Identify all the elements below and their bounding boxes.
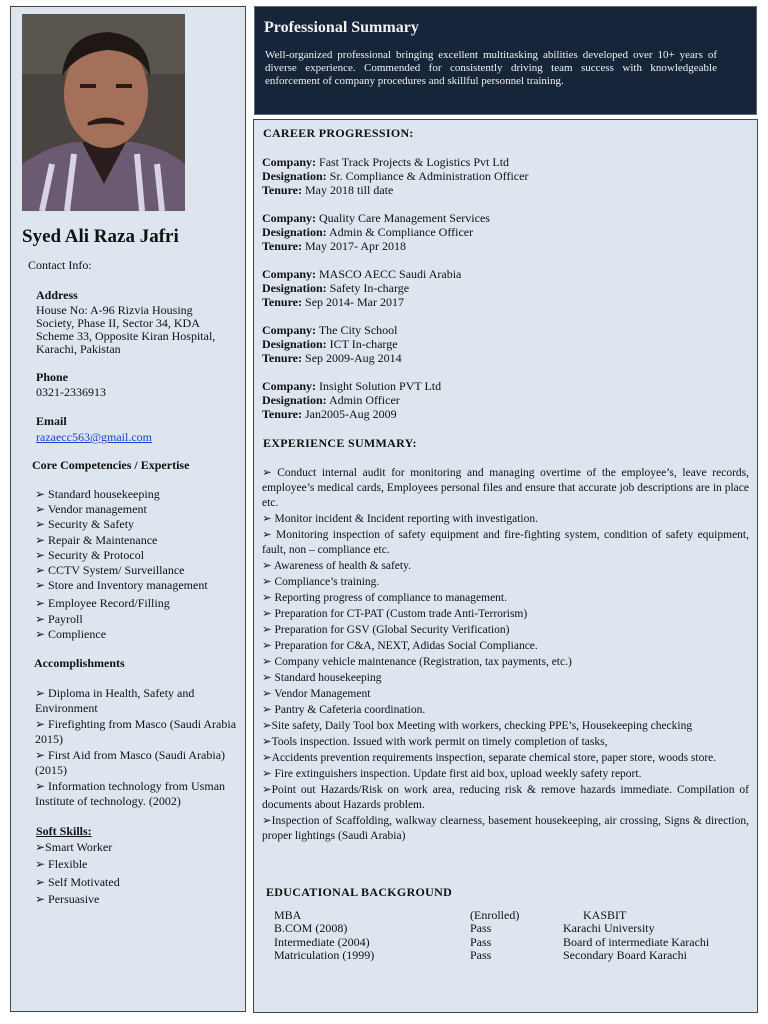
list-item: ➢ Repair & Maintenance — [35, 532, 158, 547]
job-entry — [262, 155, 528, 197]
tenure: Sep 2014- Mar 2017 — [305, 295, 405, 309]
degree: Intermediate (2004) — [274, 934, 370, 949]
list-item: ➢ Vendor management — [35, 502, 147, 517]
list-item: ➢ Persuasive — [35, 892, 100, 907]
tenure-label: Tenure: — [262, 183, 303, 197]
list-item: ➢ Employee Record/Filling — [35, 596, 170, 611]
professional-summary-box — [254, 6, 757, 115]
designation-label: Designation: — [262, 169, 327, 183]
company-label: Company: — [262, 323, 317, 337]
list-item: ➢Smart Worker — [35, 840, 113, 854]
tenure: May 2018 till date — [305, 183, 394, 197]
candidate-name: Syed Ali Raza Jafri — [22, 226, 179, 247]
address-line: House No: A-96 Rizvia Housing — [36, 303, 193, 317]
status: Pass — [470, 921, 492, 936]
list-item: ➢Tools inspection. Issued with work permit on timely completion of tasks, — [262, 736, 608, 748]
list-item: ➢ Conduct internal audit for monitoring and managing overtime of the employee’s, leave records, employee’s medical cards, Employees personal files and ensure that accurate job descriptions are in place etc. — [262, 467, 749, 509]
education-title: EDUCATIONAL BACKGROUND — [266, 885, 453, 899]
degree: Matriculation (1999) — [274, 948, 375, 963]
list-item: ➢ Pantry & Cafeteria coordination. — [262, 704, 426, 716]
list-item: ➢ Firefighting from Masco (Saudi Arabia 2015) — [35, 717, 237, 746]
phone-label: Phone — [36, 370, 69, 384]
address-line: Scheme 33, Opposite Kiran Hospital, — [36, 329, 216, 343]
list-item: ➢ Security & Protocol — [35, 547, 145, 562]
designation: Sr. Compliance & Administration Officer — [329, 169, 529, 183]
soft-skills-title: Soft Skills: — [36, 824, 92, 838]
status: Pass — [470, 948, 492, 963]
institute: KASBIT — [583, 908, 627, 922]
list-item: ➢Inspection of Scaffolding, walkway clearness, basement housekeeping, air crossing, Signs & direction, proper lightings (Saudi Arabia) — [262, 815, 749, 842]
list-item: ➢ Flexible — [35, 857, 88, 872]
summary-text: Well-organized professional bringing excellent multitasking abilities developed over 10+ years of diverse experience. Commended for consistently driving team success with knowledgeable enforcement of company procedures and skillful personnel training. — [265, 49, 717, 87]
address-line: Karachi, Pakistan — [36, 342, 121, 356]
company-label: Company: — [262, 379, 317, 393]
designation-label: Designation: — [262, 337, 327, 351]
contact-info-label: Contact Info: — [28, 258, 92, 272]
summary-title: Professional Summary — [264, 19, 419, 36]
career-title: CAREER PROGRESSION: — [263, 126, 414, 140]
table-row — [274, 909, 709, 922]
soft-skills-list — [35, 839, 120, 909]
list-item: ➢ Reporting progress of compliance to management. — [262, 592, 507, 604]
tenure: Jan2005-Aug 2009 — [305, 407, 397, 421]
designation: Admin & Compliance Officer — [329, 225, 474, 239]
list-item: ➢Accidents prevention requirements inspection, separate chemical store, paper store, woods store. — [262, 752, 717, 764]
designation-label: Designation: — [262, 393, 327, 407]
company-name: MASCO AECC Saudi Arabia — [319, 267, 462, 281]
table-row — [274, 922, 709, 935]
list-item: ➢ Security & Safety — [35, 517, 135, 532]
institute: Secondary Board Karachi — [563, 948, 687, 963]
address-line: Society, Phase II, Sector 34, KDA — [36, 316, 200, 330]
list-item: ➢ Preparation for C&A, NEXT, Adidas Social Compliance. — [262, 640, 538, 652]
designation-label: Designation: — [262, 225, 327, 239]
address-label: Address — [36, 288, 78, 302]
competencies-title: Core Competencies / Expertise — [32, 458, 190, 472]
email-link[interactable]: razaecc563@gmail.com — [36, 430, 152, 444]
experience-title: EXPERIENCE SUMMARY: — [263, 436, 417, 450]
tenure: May 2017- Apr 2018 — [305, 239, 407, 253]
tenure: Sep 2009-Aug 2014 — [305, 351, 402, 365]
institute: Karachi University — [563, 921, 655, 936]
list-item: ➢Point out Hazards/Risk on work area, reducing risk & remove hazards immediate. Compilation of documents about Hazards problem. — [262, 784, 749, 811]
list-item: ➢ Monitoring inspection of safety equipment and fire-fighting system, condition of safety equipment, fault, non – compliance etc. — [262, 529, 749, 556]
list-item: ➢ Compliance’s training. — [262, 576, 380, 588]
accomplishments-title: Accomplishments — [34, 656, 125, 670]
list-item: ➢ Store and Inventory management — [35, 578, 208, 593]
phone-number: 0321-2336913 — [36, 385, 106, 399]
company-name: Quality Care Management Services — [319, 211, 490, 225]
company-label: Company: — [262, 211, 317, 225]
accomplishments-list — [35, 686, 245, 810]
list-item: ➢ Payroll — [35, 611, 83, 626]
list-item: ➢ First Aid from Masco (Saudi Arabia) (2015) — [35, 748, 226, 777]
table-row — [274, 936, 709, 949]
institute: Board of intermediate Karachi — [563, 934, 710, 949]
tenure-label: Tenure: — [262, 295, 303, 309]
designation: ICT In-charge — [329, 337, 398, 351]
portrait-image — [22, 14, 185, 211]
competencies-list — [35, 487, 208, 642]
job-entry — [262, 323, 402, 365]
list-item: ➢ Fire extinguishers inspection. Update first aid box, upload weekly safety report. — [262, 768, 642, 780]
profile-photo — [22, 14, 185, 211]
company-label: Company: — [262, 267, 317, 281]
list-item: ➢ Self Motivated — [35, 874, 120, 889]
company-name: The City School — [318, 323, 398, 337]
list-item: ➢ Company vehicle maintenance (Registration, tax payments, etc.) — [262, 656, 572, 668]
designation-label: Designation: — [262, 281, 327, 295]
address-block — [36, 304, 215, 356]
left-sidebar — [10, 6, 246, 1012]
list-item: ➢ Complience — [35, 626, 107, 641]
list-item: ➢ Standard housekeeping — [262, 672, 382, 684]
list-item: ➢ Preparation for CT-PAT (Custom trade Anti-Terrorism) — [262, 608, 528, 620]
tenure-label: Tenure: — [262, 239, 303, 253]
main-content — [253, 119, 758, 1013]
company-name: Fast Track Projects & Logistics Pvt Ltd — [319, 155, 510, 169]
designation: Safety In-charge — [329, 281, 410, 295]
degree: B.COM (2008) — [274, 921, 348, 936]
email-label: Email — [36, 414, 67, 428]
status: Pass — [470, 934, 492, 949]
table-row — [274, 949, 709, 962]
job-entry — [262, 267, 461, 309]
company-name: Insight Solution PVT Ltd — [319, 379, 442, 393]
list-item: ➢ CCTV System/ Surveillance — [35, 562, 185, 577]
tenure-label: Tenure: — [262, 407, 303, 421]
list-item: ➢Site safety, Daily Tool box Meeting with workers, checking PPE’s, Housekeeping checking — [262, 720, 693, 732]
list-item: ➢ Preparation for GSV (Global Security Verification) — [262, 624, 510, 636]
list-item: ➢ Awareness of health & safety. — [262, 560, 411, 572]
tenure-label: Tenure: — [262, 351, 303, 365]
list-item: ➢ Information technology from Usman Institute of technology. (2002) — [35, 779, 226, 808]
status: (Enrolled) — [470, 908, 520, 922]
education-table — [274, 909, 709, 963]
list-item: ➢ Vendor Management — [262, 688, 371, 700]
job-entry — [262, 379, 441, 421]
company-label: Company: — [262, 155, 317, 169]
list-item: ➢ Standard housekeeping — [35, 487, 160, 501]
designation: Admin Officer — [329, 393, 400, 407]
degree: MBA — [274, 908, 302, 922]
list-item: ➢ Monitor incident & Incident reporting with investigation. — [262, 513, 539, 525]
list-item: ➢ Diploma in Health, Safety and Environment — [35, 686, 195, 715]
experience-list — [262, 466, 749, 845]
job-entry — [262, 211, 490, 253]
